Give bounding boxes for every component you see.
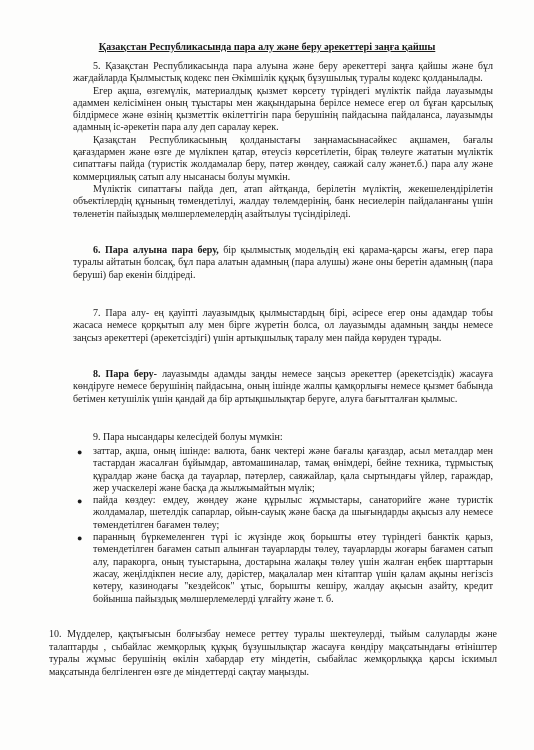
document-title: Қазақстан Республикасында пара алу және беру әрекеттері заңға қайшы: [98, 42, 436, 53]
paragraph: 5. Қазақстан Республикасында пара алуына және беру әрекеттері заңға қайшы және бұл жағдайларда Қылмыстық кодекс пен Әкімшілік құқық бұзушылық туралы кодекс қолданылады.: [73, 61, 493, 85]
section-9-list: [75, 446, 493, 606]
bullet-dot-icon: ●: [77, 496, 83, 507]
section-7: [73, 308, 493, 345]
section-8-lead: 8. Пара беру-: [93, 369, 158, 380]
section-8: [73, 369, 493, 406]
bullet-dot-icon: ●: [77, 447, 83, 457]
paragraph: [73, 245, 493, 282]
section-10: 10. Мүдделер, қақтығысын болғызбау немесе реттеу туралы шектеулерді, тыйым салуларды және талаптарды , сыбайлас жемқорлық құқық бұзушылықтар жасауға көндіру мақсатындағы өтініштер туралы жұмыс берушінің өкілін хабардар ету міндетін, сыбайлас жемқорлыққа қарсы іскимыл мақсатында белгіленген өзге де міндеттерді сақтау маңызды.: [49, 629, 497, 678]
section-9-heading: 9. Пара нысандары келесідей болуы мүмкін:: [93, 432, 283, 443]
list-item-text: пайда көздеу: емдеу, жөндеу және құрылыс жұмыстары, санаторийге және туристік жолдамалар, шетелдік сапарлар, ойын-сауық және басқа да шығындарды ақысыз алу немесе төмендетілген бағамен төлеу;: [93, 495, 493, 531]
bullet-dot-icon: ●: [77, 533, 83, 544]
list-item-text: заттар, ақша, оның ішінде: валюта, банк чектері және бағалы қағаздар, асыл металдар мен тастардан жасалған бұйымдар, автомашиналар, тамақ өнімдері, бейне техника, тұрмыстық құралдар және басқа да тауарлар, пәтерлер, саяжайлар, қала сыртындағы үйлер, гараждар, жер учаскелері және басқа да жылжымайтын мүлік;: [93, 446, 493, 494]
section-6-text: бір қылмыстық модельдің екі қарама-қарсы жағы, егер пара туралы айтатын болсақ, бұл пара алатын адамның (пара алушы) және оны беретін адамның (пара беруші) бар екенін білдіреді.: [73, 245, 493, 281]
section-6: [73, 245, 493, 282]
section-6-lead: 6. Пара алуына пара беру,: [93, 245, 219, 256]
paragraph: Мүліктік сипаттағы пайда деп, атап айтқанда, берілетін мүліктің, жекешелендірілетін объектілердің құнының төмендетілуі, жалдау төлемдерінің, банк несиелерін пайдаланғаны үшін төленетін пайыздық мөлшерлемелердің азайтылуы түсіндіріледі.: [73, 183, 493, 220]
list-item: [75, 495, 493, 532]
section-5: [73, 61, 493, 221]
paragraph: Қазақстан Республикасының қолданыстағы заңнамасынасәйкес ақшамен, бағалы қағаздармен және өзге де мүлікпен қатар, өтеусіз көрсетілетін, бірақ төлеуге жататын мүліктік сипаттағы пайда (туристік жолдамалар беру, пәтер жөндеу, саяжай салу жәнет.б.) пара алу және коммерциялық сатып алу нысанасы болуы мүмкін.: [73, 134, 493, 183]
section-8-text: лауазымды адамды заңды немесе заңсыз әрекеттер (әрекетсіздік) жасауға көндіруге немесе берушінің пайдасына, оның ішінде жалпы қамқорлығы немесе қызмет бабында бетімен кетушілік үшін қандай да бір артықшылықтар беруге, алуға бағытталған қылмыс.: [73, 369, 494, 405]
paragraph: [73, 369, 493, 406]
list-item-text: паранның бүркемеленген түрі іс жүзінде жоқ борышты өтеу түріндегі банктік қарыз, төмендетілген бағамен сатып алынған тауарларды төлеу, тауарларды жоғары бағамен сатып алу, паракорга, оның туыстарына, достарына жалақы төлеу үшін жалған еңбек шарттарын жасау, жеңілдікпен несие алу, дәрістер, мақалалар мен кітаптар үшін қалам ақыны негізсіз көтеру, казинодағы "кездейсок" ұтыс, борышты кешіру, жалдау ақысын азайту, кредит бойынша пайыздық мөлшерлемелерді ұлғайту және т. б.: [93, 532, 493, 605]
list-item: [75, 446, 493, 495]
list-item: [75, 532, 493, 606]
paragraph: 7. Пара алу- ең қауіпті лауазымдық қылмыстардың бірі, әсіресе егер оны адамдар тобы жасаса немесе қорқытып алу мен бірге жүретін болса, ол лауазымды адамның заңды немесе заңсыз әрекеттері (әрекетсіздігі) үшін артықшылық таралу мен пайда көрудeн тұрады.: [73, 308, 493, 344]
paragraph: Егер ақша, өзгемүлік, материалдық қызмет көрсету түріндегі мүліктік пайда лауазымды адаммен келісімінен оның тұыстары мен жақындарына берілсе немесе егер ол бұған қарсылық білдірмесе және өзінің қызметтік өкілеттігін пара берушінің пайдасына пайдаланса, лауазымды адамның іс-әрекетін пара алу деп саралау керек.: [73, 85, 493, 134]
